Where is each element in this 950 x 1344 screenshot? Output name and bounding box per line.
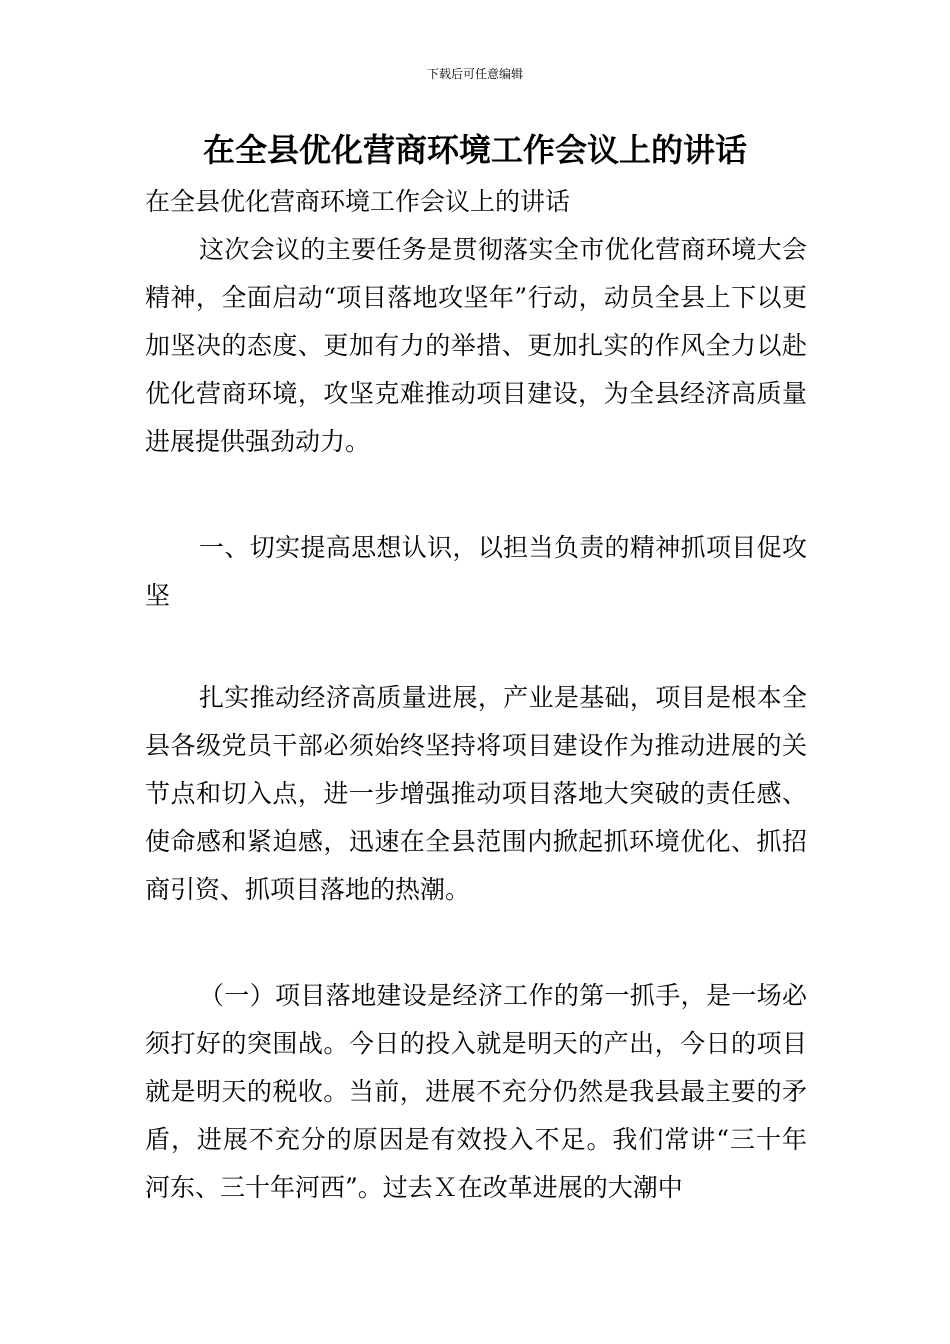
section-heading-1: 一、切实提高思想认识，以担当负责的精神抓项目促攻坚 <box>145 533 807 610</box>
document-subtitle: 在全县优化营商环境工作会议上的讲话 <box>145 187 571 216</box>
paragraph-subsection-1: （一）项目落地建设是经济工作的第一抓手，是一场必须打好的突围战。今日的投入就是明天的产出，今日的项目就是明天的税收。当前，进展不充分仍然是我县最主要的矛盾，进展不充分的原因是有效投入不足。我们常讲“三十年河东、三十年河西”。过去Ｘ在改革进展的大潮中 <box>145 981 807 1202</box>
paragraph-intro: 这次会议的主要任务是贯彻落实全市优化营商环境大会精神，全面启动“项目落地攻坚年”行动，动员全县上下以更加坚决的态度、更加有力的举措、更加扎实的作风全力以赴优化营商环境，攻坚克难推动项目建设，为全县经济高质量进展提供强劲动力。 <box>145 235 807 456</box>
document-title: 在全县优化营商环境工作会议上的讲话 <box>202 131 747 169</box>
paragraph-section-1: 扎实推动经济高质量进展，产业是基础，项目是根本全县各级党员干部必须始终坚持将项目建设作为推动进展的关节点和切入点，进一步增强推动项目落地大突破的责任感、使命感和紧迫感，迅速在全县范围内掀起抓环境优化、抓招商引资、抓项目落地的热潮。 <box>145 683 807 904</box>
header-note: 下载后可任意编辑 <box>426 67 523 81</box>
